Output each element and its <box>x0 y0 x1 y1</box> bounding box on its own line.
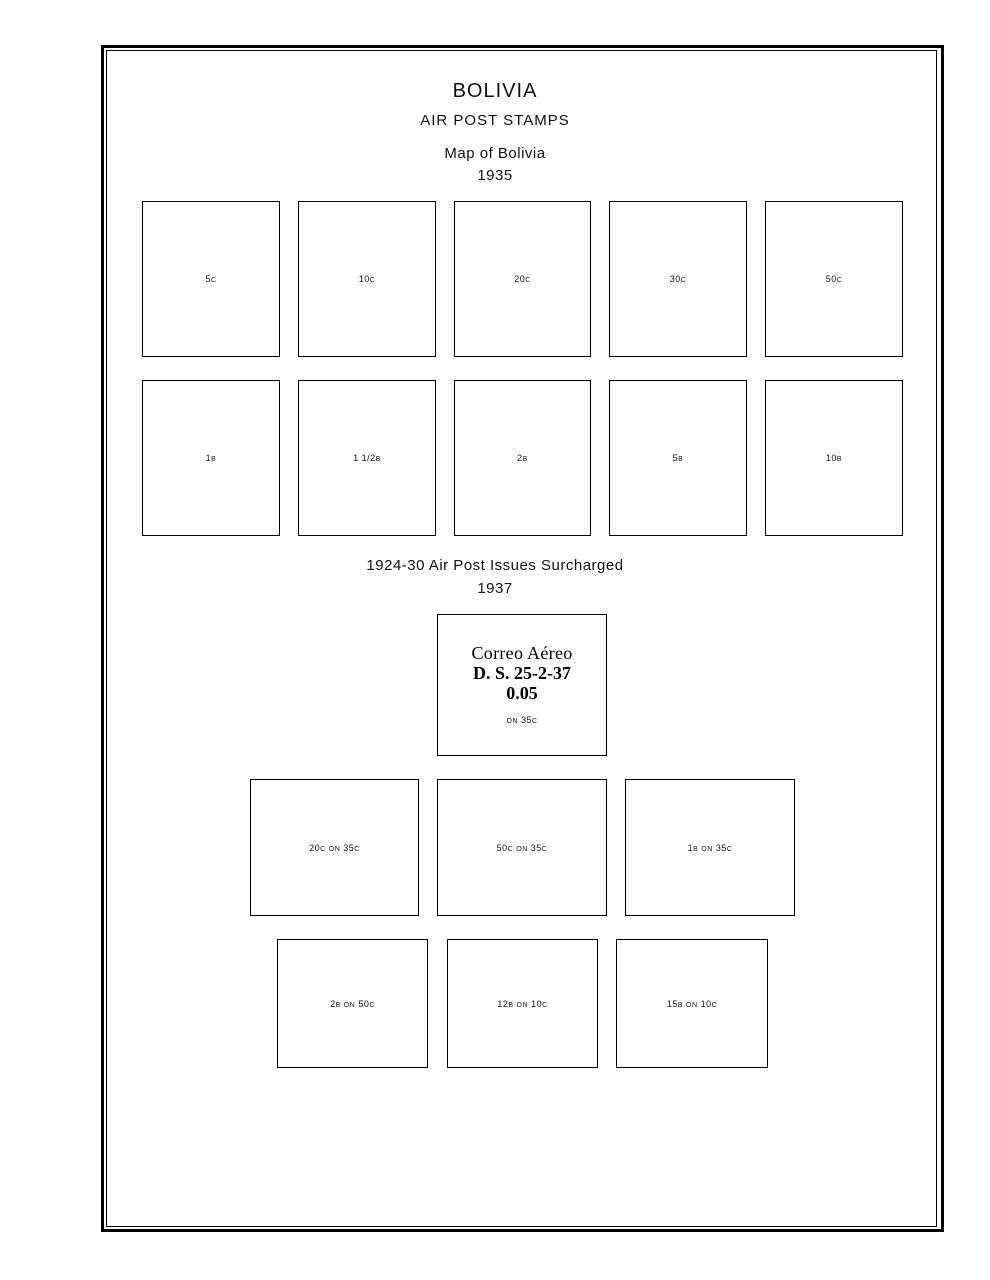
issue-title-surcharged: 1924-30 Air Post Issues Surcharged <box>366 557 624 574</box>
stamp-denomination: 50C ON 35C <box>496 842 548 853</box>
stamp-space <box>765 380 903 536</box>
stamp-denomination: 50C <box>825 274 843 284</box>
stamp-space <box>142 201 280 357</box>
stamp-denomination: 2B <box>517 453 528 463</box>
overprint-line-value: 0.05 <box>506 683 538 703</box>
stamp-space <box>609 201 747 357</box>
stamp-space <box>142 380 280 536</box>
stamp-space <box>250 779 419 916</box>
stamp-denomination: 12B ON 10C <box>497 998 548 1009</box>
stamp-space <box>454 201 591 357</box>
stamp-denomination: 20C ON 35C <box>309 842 360 853</box>
stamp-denomination: 2B ON 50C <box>330 998 375 1009</box>
stamp-denomination: 1B ON 35C <box>687 842 733 853</box>
stamp-denomination: 30C <box>669 274 687 284</box>
issue-year-1935: 1935 <box>477 167 513 184</box>
stamp-denomination: 1 1/2B <box>353 453 381 463</box>
overprint-line-correo-aereo: Correo Aéreo <box>471 643 573 663</box>
issue-year-1937: 1937 <box>477 580 513 597</box>
surcharge-overprint-sample <box>437 614 607 756</box>
stamp-space <box>277 939 428 1068</box>
stamp-denomination: 10B <box>825 453 843 463</box>
stamp-denomination: 20C <box>514 274 531 284</box>
stamp-space <box>298 201 436 357</box>
issue-title-map-of-bolivia: Map of Bolivia <box>444 145 546 162</box>
stamp-denomination: 10C <box>358 274 376 284</box>
country-title: BOLIVIA <box>452 80 538 102</box>
stamp-space <box>298 380 436 536</box>
overprint-line-decree: D. S. 25-2-37 <box>473 663 571 683</box>
stamp-denomination: 5B <box>672 453 684 463</box>
stamp-space <box>609 380 747 536</box>
stamp-space <box>454 380 591 536</box>
section-title: AIR POST STAMPS <box>420 112 570 129</box>
stamp-space <box>625 779 795 916</box>
stamp-space <box>447 939 598 1068</box>
stamp-space <box>765 201 903 357</box>
stamp-denomination: 1B <box>205 453 217 463</box>
stamp-denomination: 5C <box>205 274 217 284</box>
stamp-denomination: 15B ON 10C <box>666 998 718 1009</box>
stamp-denomination: ON 35C <box>506 715 538 725</box>
stamp-space <box>437 779 607 916</box>
stamp-space <box>616 939 768 1068</box>
